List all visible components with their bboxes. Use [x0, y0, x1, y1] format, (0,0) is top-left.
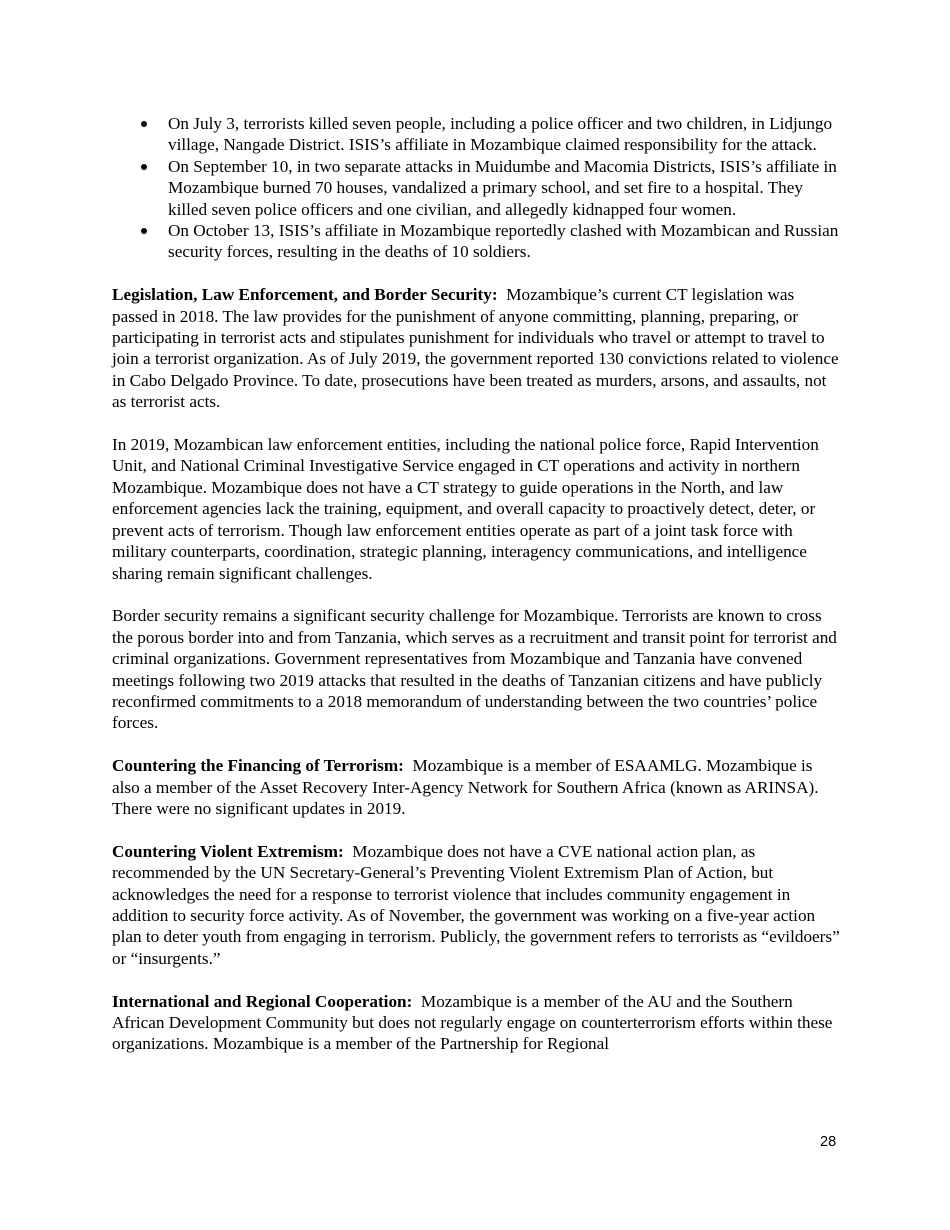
law-enforcement-paragraph: In 2019, Mozambican law enforcement entities, including the national police force, Rapid Intervention Unit, and National Criminal Investigative Service engaged in CT operations and activity in northern Mozambique. Mozambique does not have a CT strategy to guide operations in the North, and law enforcement agencies lack the training, equipment, and overall capacity to proactively detect, deter, or prevent acts of terrorism. Though law enforcement entities operate as part of a joint task force with military counterparts, coordination, strategic planning, interagency communications, and intelligence sharing remain significant challenges. [112, 435, 819, 583]
page-number: 28 [820, 1134, 837, 1150]
bullet-item-july-3: On July 3, terrorists killed seven people, including a police officer and two children, in Lidjungo village, Nangade District. ISIS’s affiliate in Mozambique claimed responsibility for the attack. [112, 113, 842, 156]
attack-bullet-list [112, 113, 842, 263]
legislation-heading: Legislation, Law Enforcement, and Border Security: [112, 285, 498, 305]
border-security-paragraph: Border security remains a significant security challenge for Mozambique. Terrorists are known to cross the porous border into and from Tanzania, which serves as a recruitment and transit point for terrorist and criminal organizations. Government representatives from Mozambique and Tanzania have convened meetings following two 2019 attacks that resulted in the deaths of Tanzanian citizens and have publicly reconfirmed commitments to a 2018 memorandum of understanding between the two countries’ police forces. [112, 606, 837, 733]
cve-paragraph [112, 841, 842, 969]
legislation-text: Mozambique’s current CT legislation was passed in 2018. The law provides for the punishment of anyone committing, planning, preparing, or participating in terrorist acts and stipulates punishment for individuals who travel or attempt to travel to join a terrorist organization. As of July 2019, the government reported 130 convictions related to violence in Cabo Delgado Province. To date, prosecutions have been treated as murders, arsons, and assaults, not as terrorist acts. [112, 285, 839, 412]
international-heading: International and Regional Cooperation: [112, 991, 413, 1011]
cve-heading: Countering Violent Extremism: [112, 841, 344, 861]
document-body [112, 113, 842, 1055]
financing-text: Mozambique is a member of ESAAMLG. Mozambique is also a member of the Asset Recovery Inter-Agency Network for Southern Africa (known as ARINSA). There were no significant updates in 2019. [112, 756, 819, 818]
bullet-item-september-10: On September 10, in two separate attacks in Muidumbe and Macomia Districts, ISIS’s affiliate in Mozambique burned 70 houses, vandalized a primary school, and set fire to a hospital. They killed seven police officers and one civilian, and allegedly kidnapped four women. [112, 156, 842, 220]
international-paragraph [112, 991, 842, 1055]
legislation-paragraph [112, 284, 842, 412]
international-text: Mozambique is a member of the AU and the Southern African Development Community but does not regularly engage on counterterrorism efforts within these organizations. Mozambique is a member of the Partnership for Regional [112, 991, 833, 1054]
financing-heading: Countering the Financing of Terrorism: [112, 756, 404, 776]
bullet-item-october-13: On October 13, ISIS’s affiliate in Mozambique reportedly clashed with Mozambican and Russian security forces, resulting in the deaths of 10 soldiers. [112, 220, 842, 263]
cve-text: Mozambique does not have a CVE national action plan, as recommended by the UN Secretary-General’s Preventing Violent Extremism Plan of Action, but acknowledges the need for a response to terrorist violence that includes community engagement in addition to security force activity. As of November, the government was working on a five-year action plan to deter youth from engaging in terrorism. Publicly, the government refers to terrorists as “evildoers” or “insurgents.” [112, 841, 840, 968]
financing-paragraph [112, 755, 842, 819]
